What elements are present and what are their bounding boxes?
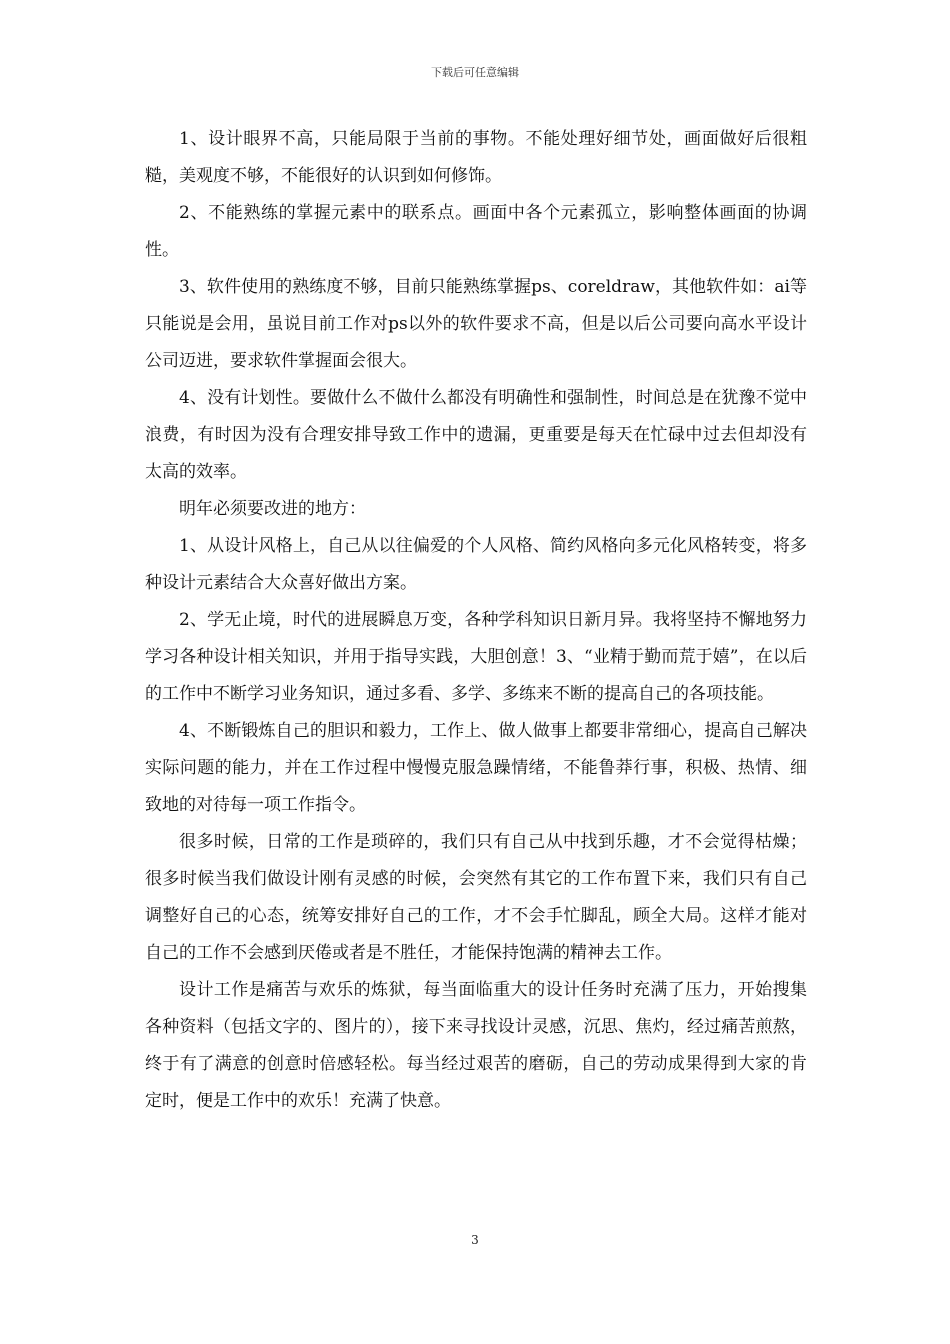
section-heading-improvements: 明年必须要改进的地方： bbox=[179, 499, 366, 519]
paragraph-issue-3: 3、软件使用的熟练度不够，目前只能熟练掌握ps、coreldraw，其他软件如：ai等只能说是会用，虽说目前工作对ps以外的软件要求不高，但是以后公司要向高水平设计公司迈进，要求软件掌握面会很大。 bbox=[145, 277, 807, 371]
paragraph-issue-1: 1、设计眼界不高，只能局限于当前的事物。不能处理好细节处，画面做好后很粗糙，美观度不够，不能很好的认识到如何修饰。 bbox=[145, 129, 807, 186]
paragraph-improvement-1: 1、从设计风格上，自己从以往偏爱的个人风格、简约风格向多元化风格转变，将多种设计元素结合大众喜好做出方案。 bbox=[145, 536, 807, 593]
paragraph-issue-2: 2、不能熟练的掌握元素中的联系点。画面中各个元素孤立，影响整体画面的协调性。 bbox=[145, 203, 807, 260]
paragraph-issue-4: 4、没有计划性。要做什么不做什么都没有明确性和强制性，时间总是在犹豫不觉中浪费，有时因为没有合理安排导致工作中的遗漏，更重要是每天在忙碌中过去但却没有太高的效率。 bbox=[145, 388, 807, 482]
document-body bbox=[145, 121, 807, 1120]
page-number: 3 bbox=[471, 1233, 479, 1247]
page-header: 下载后可任意编辑 bbox=[431, 66, 519, 79]
paragraph-reflection-1: 很多时候，日常的工作是琐碎的，我们只有自己从中找到乐趣，才不会觉得枯燥；很多时候当我们做设计刚有灵感的时候，会突然有其它的工作布置下来，我们只有自己调整好自己的心态，统筹安排好自己的工作，才不会手忙脚乱，顾全大局。这样才能对自己的工作不会感到厌倦或者是不胜任，才能保持饱满的精神去工作。 bbox=[145, 832, 807, 963]
paragraph-reflection-2: 设计工作是痛苦与欢乐的炼狱，每当面临重大的设计任务时充满了压力，开始搜集各种资料（包括文字的、图片的），接下来寻找设计灵感，沉思、焦灼，经过痛苦煎熬，终于有了满意的创意时倍感轻松。每当经过艰苦的磨砺，自己的劳动成果得到大家的肯定时，便是工作中的欢乐！充满了快意。 bbox=[145, 980, 807, 1111]
paragraph-improvement-4: 4、不断锻炼自己的胆识和毅力，工作上、做人做事上都要非常细心，提高自己解决实际问题的能力，并在工作过程中慢慢克服急躁情绪，不能鲁莽行事，积极、热情、细致地的对待每一项工作指令。 bbox=[145, 721, 807, 815]
paragraph-improvement-2-3: 2、学无止境，时代的进展瞬息万变，各种学科知识日新月异。我将坚持不懈地努力学习各种设计相关知识，并用于指导实践，大胆创意！3、“业精于勤而荒于嬉”，在以后的工作中不断学习业务知识，通过多看、多学、多练来不断的提高自己的各项技能。 bbox=[145, 610, 807, 704]
